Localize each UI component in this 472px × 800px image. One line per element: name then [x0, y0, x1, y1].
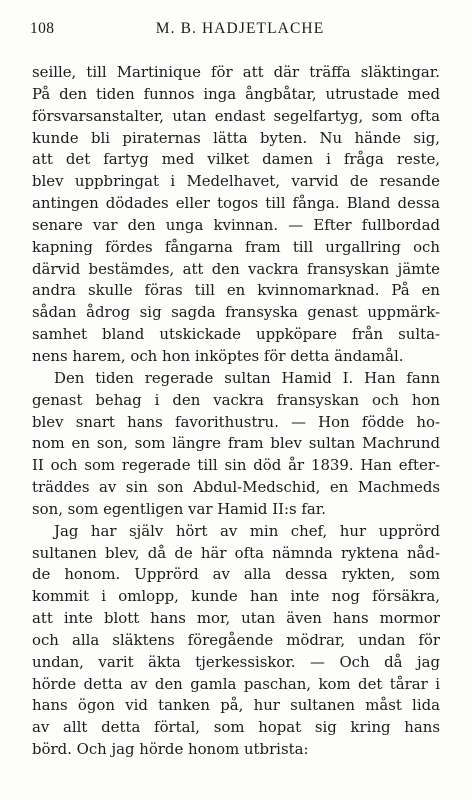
text-line: hans ögon vid tanken på, hur sultanen måst lida: [32, 696, 440, 715]
text-line: nom en son, som längre fram blev sultan Machrund: [32, 434, 440, 453]
text-line: kommit i omlopp, kunde han inte nog försäkra,: [32, 587, 440, 606]
text-line: blev snart hans favorithustru. — Hon födde ho-: [32, 412, 440, 431]
text-line: hörde detta av den gamla paschan, kom det tårar i: [32, 674, 440, 693]
text-line: att det fartyg med vilket damen i fråga reste,: [32, 150, 440, 169]
paragraph: [32, 521, 440, 761]
text-line: därvid bestämdes, att den vackra fransyskan jämte: [32, 259, 440, 278]
text-line: blev uppbringat i Medelhavet, varvid de resande: [32, 172, 440, 191]
text-line: genast behag i den vackra fransyskan och hon: [32, 390, 440, 409]
text-line: träddes av sin son Abdul-Medschid, en Machmeds: [32, 478, 440, 497]
text-line: Jag har själv hört av min chef, hur upprörd: [54, 521, 440, 540]
text-line: sådan ådrog sig sagda fransyska genast uppmärk-: [32, 303, 440, 322]
text-line: börd. Och jag hörde honom utbrista:: [32, 740, 309, 759]
paragraph: [32, 62, 440, 368]
text-line: son, som egentligen var Hamid II:s far.: [32, 499, 326, 518]
text-line: nens harem, och hon inköptes för detta ändamål.: [32, 346, 404, 365]
text-line: senare var den unga kvinnan. — Efter fullbordad: [32, 215, 440, 234]
text-line: Den tiden regerade sultan Hamid I. Han fann: [54, 368, 440, 387]
text-line: och alla släktens föregående mödrar, undan för: [32, 630, 440, 649]
text-line: försvarsanstalter, utan endast segelfartyg, som ofta: [32, 106, 440, 125]
paragraph: [32, 368, 440, 521]
text-line: kapning fördes fångarna fram till urgallring och: [32, 237, 440, 256]
page-header: [30, 20, 450, 44]
text-line: sultanen blev, då de här ofta nämnda ryktena nåd-: [32, 543, 440, 562]
body-text: [32, 62, 440, 761]
running-title: M. B. HADJETLACHE: [155, 20, 325, 37]
text-line: samhet bland utskickade uppköpare från sulta-: [32, 325, 440, 344]
text-line: seille, till Martinique för att där träffa släktingar.: [32, 63, 440, 81]
text-line: att inte blott hans mor, utan även hans mormor: [32, 609, 440, 628]
text-line: av allt detta förtal, som hopat sig kring hans: [32, 718, 440, 737]
text-line: II och som regerade till sin död år 1839. Han efter-: [32, 456, 440, 475]
text-line: de honom. Upprörd av alla dessa rykten, som: [32, 565, 440, 584]
text-line: andra skulle föras till en kvinnomarknad. På en: [32, 281, 440, 300]
text-line: kunde bli piraternas lätta byten. Nu hände sig,: [32, 128, 440, 147]
text-line: undan, varit äkta tjerkessiskor. — Och då jag: [32, 652, 440, 671]
text-line: På den tiden funnos inga ångbåtar, utrustade med: [32, 84, 440, 103]
text-line: antingen dödades eller togos till fånga. Bland dessa: [32, 194, 440, 213]
page-number: 108: [30, 20, 55, 37]
